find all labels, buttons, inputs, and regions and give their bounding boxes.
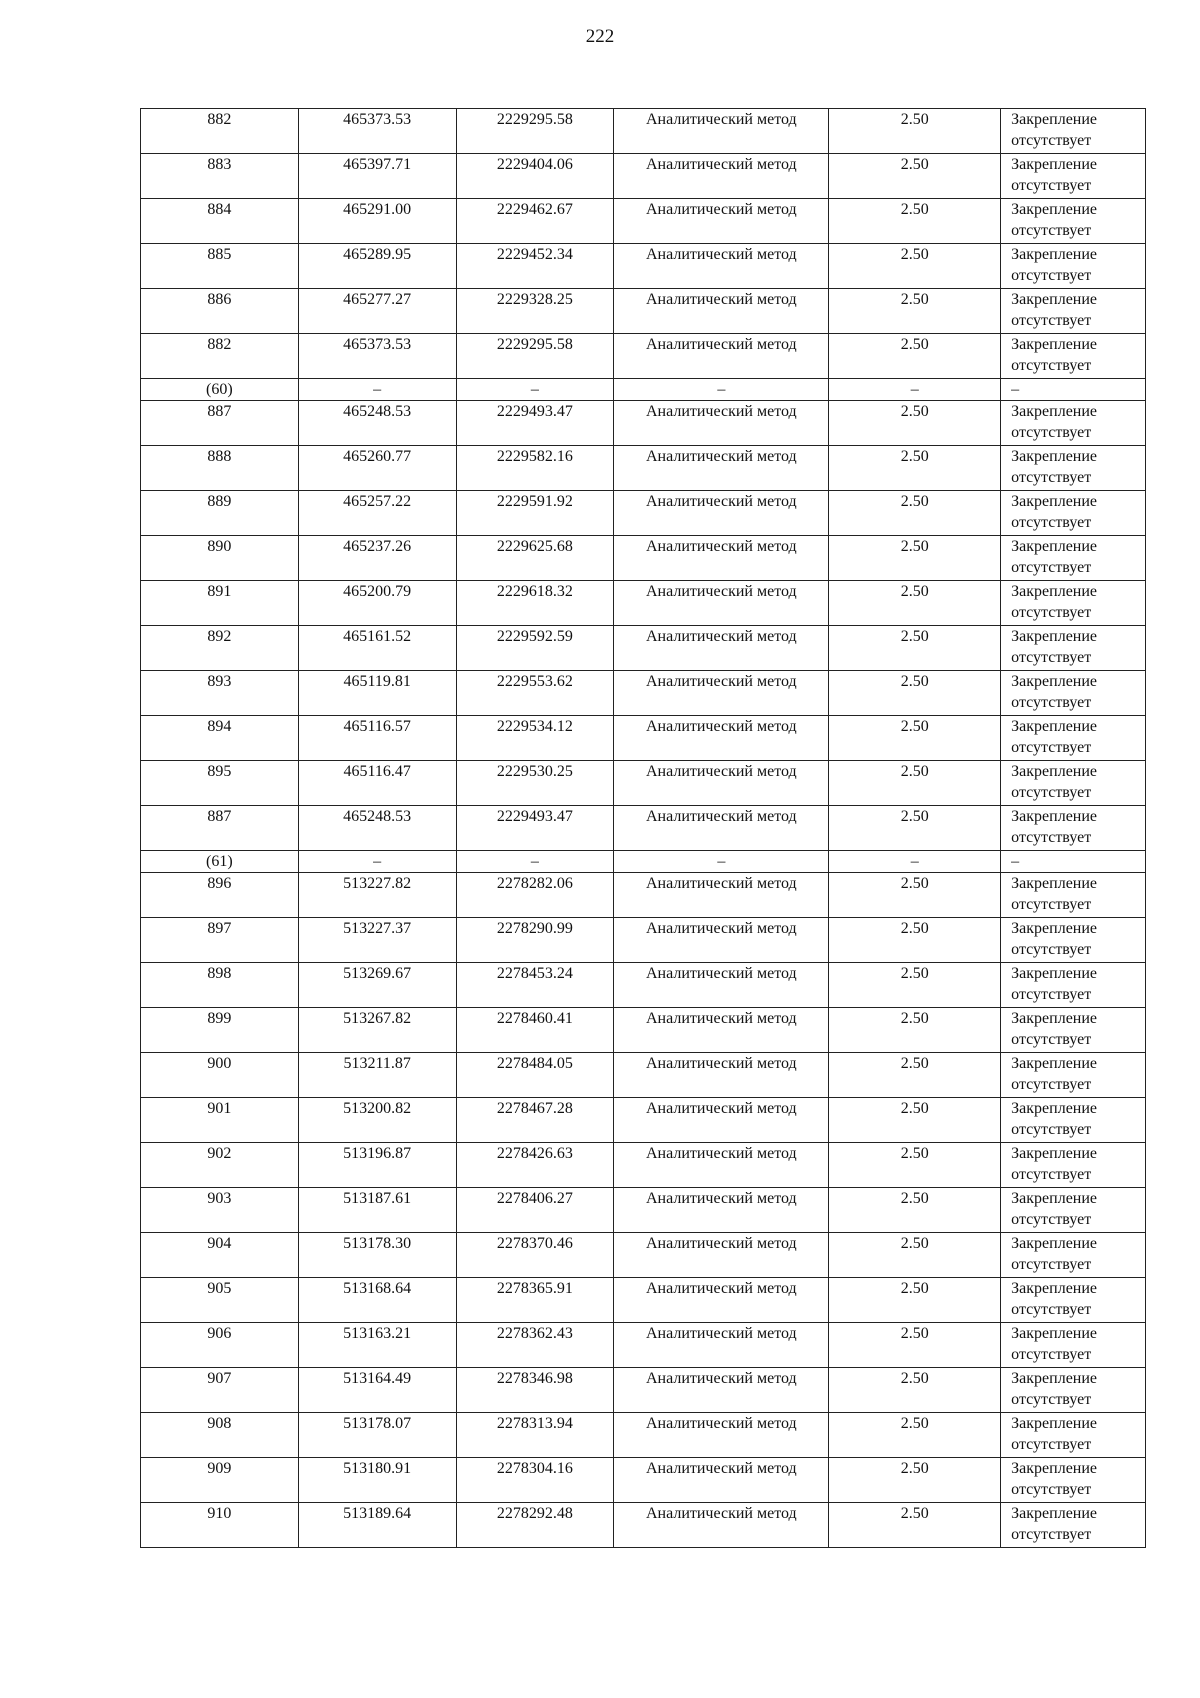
description-line: отсутствует xyxy=(1011,784,1092,801)
description-cell xyxy=(1001,581,1146,626)
coordinate-x-cell: – xyxy=(298,851,456,873)
table-row xyxy=(141,1098,1146,1143)
table-row xyxy=(141,806,1146,851)
coordinate-x-cell: 513187.61 xyxy=(298,1188,456,1233)
table-row xyxy=(141,1188,1146,1233)
coordinate-x-cell: 465161.52 xyxy=(298,626,456,671)
point-number-cell: 907 xyxy=(141,1368,299,1413)
method-cell: Аналитический метод xyxy=(614,289,829,334)
point-number-cell: 882 xyxy=(141,109,299,154)
description-cell xyxy=(1001,334,1146,379)
accuracy-cell: 2.50 xyxy=(829,244,1001,289)
description-line: Закрепление xyxy=(1011,628,1098,645)
coordinate-y-cell: 2229618.32 xyxy=(456,581,614,626)
coordinate-x-cell: 465237.26 xyxy=(298,536,456,581)
accuracy-cell: 2.50 xyxy=(829,154,1001,199)
method-cell: Аналитический метод xyxy=(614,581,829,626)
point-number-cell: 889 xyxy=(141,491,299,536)
description-cell xyxy=(1001,289,1146,334)
accuracy-cell: 2.50 xyxy=(829,761,1001,806)
description-cell xyxy=(1001,109,1146,154)
description-line: отсутствует xyxy=(1011,222,1092,239)
accuracy-cell: 2.50 xyxy=(829,806,1001,851)
accuracy-cell: 2.50 xyxy=(829,671,1001,716)
point-number-cell: 895 xyxy=(141,761,299,806)
point-number-cell: 896 xyxy=(141,873,299,918)
contour-separator-row xyxy=(141,851,1146,873)
description-line: Закрепление xyxy=(1011,673,1098,690)
description-cell xyxy=(1001,379,1146,401)
method-cell: Аналитический метод xyxy=(614,446,829,491)
coordinate-y-cell: 2278426.63 xyxy=(456,1143,614,1188)
description-line: Закрепление xyxy=(1011,920,1098,937)
table-row xyxy=(141,536,1146,581)
description-line: отсутствует xyxy=(1011,267,1092,284)
coordinate-x-cell: 513180.91 xyxy=(298,1458,456,1503)
point-number-cell: (61) xyxy=(141,851,299,873)
description-line: Закрепление xyxy=(1011,718,1098,735)
table-row xyxy=(141,1233,1146,1278)
description-cell xyxy=(1001,761,1146,806)
coordinate-x-cell: 513178.07 xyxy=(298,1413,456,1458)
coordinate-x-cell: 513189.64 xyxy=(298,1503,456,1548)
coordinate-y-cell: 2278290.99 xyxy=(456,918,614,963)
accuracy-cell: 2.50 xyxy=(829,199,1001,244)
coordinate-y-cell: 2278370.46 xyxy=(456,1233,614,1278)
accuracy-cell: 2.50 xyxy=(829,1188,1001,1233)
coordinate-x-cell: 465277.27 xyxy=(298,289,456,334)
coordinate-x-cell: 465373.53 xyxy=(298,334,456,379)
coordinate-x-cell: 513227.82 xyxy=(298,873,456,918)
description-cell xyxy=(1001,1323,1146,1368)
method-cell: Аналитический метод xyxy=(614,1188,829,1233)
coordinate-y-cell: 2229582.16 xyxy=(456,446,614,491)
coordinate-y-cell: 2229625.68 xyxy=(456,536,614,581)
point-number-cell: 909 xyxy=(141,1458,299,1503)
description-line: отсутствует xyxy=(1011,694,1092,711)
coordinate-x-cell: 465248.53 xyxy=(298,806,456,851)
description-cell xyxy=(1001,1053,1146,1098)
accuracy-cell: 2.50 xyxy=(829,446,1001,491)
coordinate-y-cell: 2229592.59 xyxy=(456,626,614,671)
coordinate-x-cell: 513269.67 xyxy=(298,963,456,1008)
accuracy-cell: 2.50 xyxy=(829,1278,1001,1323)
description-cell xyxy=(1001,806,1146,851)
coordinate-x-cell: 465291.00 xyxy=(298,199,456,244)
coordinate-y-cell: 2229530.25 xyxy=(456,761,614,806)
description-line: Закрепление xyxy=(1011,1370,1098,1387)
point-number-cell: 888 xyxy=(141,446,299,491)
description-line: Закрепление xyxy=(1011,1505,1098,1522)
method-cell: Аналитический метод xyxy=(614,1053,829,1098)
coordinate-x-cell: 465116.47 xyxy=(298,761,456,806)
table-row xyxy=(141,963,1146,1008)
accuracy-cell: 2.50 xyxy=(829,1008,1001,1053)
accuracy-cell: – xyxy=(829,379,1001,401)
accuracy-cell: 2.50 xyxy=(829,401,1001,446)
method-cell: Аналитический метод xyxy=(614,1413,829,1458)
description-line: Закрепление xyxy=(1011,201,1098,218)
table-row xyxy=(141,626,1146,671)
description-line: Закрепление xyxy=(1011,763,1098,780)
coordinate-y-cell: 2278460.41 xyxy=(456,1008,614,1053)
description-line: отсутствует xyxy=(1011,829,1092,846)
point-number-cell: 904 xyxy=(141,1233,299,1278)
description-line: отсутствует xyxy=(1011,1076,1092,1093)
table-row xyxy=(141,199,1146,244)
description-line: отсутствует xyxy=(1011,941,1092,958)
coordinate-y-cell: 2229493.47 xyxy=(456,401,614,446)
coordinate-x-cell: – xyxy=(298,379,456,401)
description-line: отсутствует xyxy=(1011,649,1092,666)
table-row xyxy=(141,109,1146,154)
table-row xyxy=(141,918,1146,963)
point-number-cell: 900 xyxy=(141,1053,299,1098)
coordinate-y-cell: 2229295.58 xyxy=(456,334,614,379)
description-line: Закрепление xyxy=(1011,583,1098,600)
accuracy-cell: 2.50 xyxy=(829,536,1001,581)
description-line: отсутствует xyxy=(1011,357,1092,374)
table-row xyxy=(141,1278,1146,1323)
description-cell xyxy=(1001,244,1146,289)
description-cell xyxy=(1001,1233,1146,1278)
coordinate-x-cell: 465116.57 xyxy=(298,716,456,761)
point-number-cell: 903 xyxy=(141,1188,299,1233)
description-cell xyxy=(1001,851,1146,873)
accuracy-cell: 2.50 xyxy=(829,1503,1001,1548)
description-cell xyxy=(1001,1413,1146,1458)
description-line: Закрепление xyxy=(1011,1415,1098,1432)
contour-separator-row xyxy=(141,379,1146,401)
description-line: отсутствует xyxy=(1011,514,1092,531)
coordinate-y-cell: 2278313.94 xyxy=(456,1413,614,1458)
coordinate-y-cell: 2278292.48 xyxy=(456,1503,614,1548)
accuracy-cell: 2.50 xyxy=(829,334,1001,379)
description-line: Закрепление xyxy=(1011,1010,1098,1027)
table-row xyxy=(141,1413,1146,1458)
description-line: отсутствует xyxy=(1011,1436,1092,1453)
description-line: отсутствует xyxy=(1011,424,1092,441)
description-cell xyxy=(1001,1503,1146,1548)
accuracy-cell: 2.50 xyxy=(829,491,1001,536)
coordinate-y-cell: 2278362.43 xyxy=(456,1323,614,1368)
point-number-cell: 899 xyxy=(141,1008,299,1053)
method-cell: Аналитический метод xyxy=(614,199,829,244)
description-line: отсутствует xyxy=(1011,604,1092,621)
description-line: отсутствует xyxy=(1011,1121,1092,1138)
point-number-cell: 890 xyxy=(141,536,299,581)
description-line: отсутствует xyxy=(1011,1211,1092,1228)
point-number-cell: 910 xyxy=(141,1503,299,1548)
description-line: отсутствует xyxy=(1011,1346,1092,1363)
description-line: отсутствует xyxy=(1011,896,1092,913)
method-cell: Аналитический метод xyxy=(614,716,829,761)
table-row xyxy=(141,244,1146,289)
coordinate-x-cell: 513200.82 xyxy=(298,1098,456,1143)
coordinate-x-cell: 513163.21 xyxy=(298,1323,456,1368)
point-number-cell: 891 xyxy=(141,581,299,626)
point-number-cell: 892 xyxy=(141,626,299,671)
coordinate-y-cell: 2278453.24 xyxy=(456,963,614,1008)
description-line: отсутствует xyxy=(1011,312,1092,329)
coordinate-y-cell: 2278484.05 xyxy=(456,1053,614,1098)
method-cell: Аналитический метод xyxy=(614,401,829,446)
point-number-cell: 906 xyxy=(141,1323,299,1368)
coordinate-y-cell: 2229462.67 xyxy=(456,199,614,244)
coordinate-x-cell: 465289.95 xyxy=(298,244,456,289)
accuracy-cell: 2.50 xyxy=(829,109,1001,154)
description-cell xyxy=(1001,918,1146,963)
description-line: Закрепление xyxy=(1011,1280,1098,1297)
description-cell xyxy=(1001,1098,1146,1143)
table-row xyxy=(141,491,1146,536)
accuracy-cell: 2.50 xyxy=(829,1323,1001,1368)
accuracy-cell: 2.50 xyxy=(829,1098,1001,1143)
coordinate-y-cell: 2229404.06 xyxy=(456,154,614,199)
point-number-cell: 885 xyxy=(141,244,299,289)
coordinate-x-cell: 465397.71 xyxy=(298,154,456,199)
description-cell xyxy=(1001,1368,1146,1413)
description-line: отсутствует xyxy=(1011,1166,1092,1183)
coordinate-y-cell: 2229534.12 xyxy=(456,716,614,761)
table-row xyxy=(141,671,1146,716)
coordinate-y-cell: 2278467.28 xyxy=(456,1098,614,1143)
coordinate-x-cell: 465119.81 xyxy=(298,671,456,716)
coordinate-x-cell: 513178.30 xyxy=(298,1233,456,1278)
coordinate-x-cell: 513168.64 xyxy=(298,1278,456,1323)
description-line: отсутствует xyxy=(1011,1301,1092,1318)
method-cell: Аналитический метод xyxy=(614,334,829,379)
method-cell: Аналитический метод xyxy=(614,1008,829,1053)
description-line: Закрепление xyxy=(1011,1235,1098,1252)
description-cell xyxy=(1001,1188,1146,1233)
page-number: 222 xyxy=(585,26,615,47)
description-line: отсутствует xyxy=(1011,739,1092,756)
coordinate-y-cell: 2229493.47 xyxy=(456,806,614,851)
method-cell: Аналитический метод xyxy=(614,1098,829,1143)
accuracy-cell: 2.50 xyxy=(829,1458,1001,1503)
description-line: Закрепление xyxy=(1011,808,1098,825)
method-cell: Аналитический метод xyxy=(614,154,829,199)
point-number-cell: 882 xyxy=(141,334,299,379)
method-cell: Аналитический метод xyxy=(614,1323,829,1368)
description-cell xyxy=(1001,671,1146,716)
coordinate-y-cell: 2229553.62 xyxy=(456,671,614,716)
point-number-cell: 887 xyxy=(141,806,299,851)
description-cell xyxy=(1001,536,1146,581)
point-number-cell: 887 xyxy=(141,401,299,446)
method-cell: Аналитический метод xyxy=(614,1458,829,1503)
table-row xyxy=(141,873,1146,918)
method-cell: Аналитический метод xyxy=(614,491,829,536)
description-line: Закрепление xyxy=(1011,493,1098,510)
accuracy-cell: 2.50 xyxy=(829,289,1001,334)
table-row xyxy=(141,1323,1146,1368)
coordinate-y-cell: 2278346.98 xyxy=(456,1368,614,1413)
coordinate-x-cell: 513164.49 xyxy=(298,1368,456,1413)
description-line: Закрепление xyxy=(1011,1145,1098,1162)
accuracy-cell: 2.50 xyxy=(829,1053,1001,1098)
coordinate-x-cell: 513196.87 xyxy=(298,1143,456,1188)
method-cell: Аналитический метод xyxy=(614,244,829,289)
point-number-cell: (60) xyxy=(141,379,299,401)
description-cell xyxy=(1001,1458,1146,1503)
coordinate-x-cell: 465257.22 xyxy=(298,491,456,536)
table-row xyxy=(141,1008,1146,1053)
description-line: Закрепление xyxy=(1011,538,1098,555)
accuracy-cell: 2.50 xyxy=(829,1143,1001,1188)
table-row xyxy=(141,446,1146,491)
description-cell xyxy=(1001,716,1146,761)
description-line: отсутствует xyxy=(1011,1256,1092,1273)
coordinate-y-cell: 2278282.06 xyxy=(456,873,614,918)
description-cell xyxy=(1001,199,1146,244)
table-row xyxy=(141,154,1146,199)
coordinate-x-cell: 513211.87 xyxy=(298,1053,456,1098)
description-cell xyxy=(1001,154,1146,199)
point-number-cell: 908 xyxy=(141,1413,299,1458)
method-cell: Аналитический метод xyxy=(614,1368,829,1413)
table-row xyxy=(141,289,1146,334)
method-cell: Аналитический метод xyxy=(614,626,829,671)
table-row xyxy=(141,334,1146,379)
method-cell: Аналитический метод xyxy=(614,806,829,851)
point-number-cell: 884 xyxy=(141,199,299,244)
coordinate-y-cell: 2278365.91 xyxy=(456,1278,614,1323)
method-cell: Аналитический метод xyxy=(614,536,829,581)
description-cell xyxy=(1001,873,1146,918)
accuracy-cell: – xyxy=(829,851,1001,873)
point-number-cell: 886 xyxy=(141,289,299,334)
coordinate-x-cell: 513267.82 xyxy=(298,1008,456,1053)
description-cell xyxy=(1001,446,1146,491)
coordinate-y-cell: 2229328.25 xyxy=(456,289,614,334)
accuracy-cell: 2.50 xyxy=(829,581,1001,626)
method-cell: Аналитический метод xyxy=(614,671,829,716)
accuracy-cell: 2.50 xyxy=(829,873,1001,918)
description-cell xyxy=(1001,1143,1146,1188)
description-line: отсутствует xyxy=(1011,469,1092,486)
description-line: отсутствует xyxy=(1011,1526,1092,1543)
point-number-cell: 898 xyxy=(141,963,299,1008)
description-line: Закрепление xyxy=(1011,156,1098,173)
point-number-cell: 893 xyxy=(141,671,299,716)
coordinate-y-cell: 2229452.34 xyxy=(456,244,614,289)
description-line: – xyxy=(1011,853,1020,870)
point-number-cell: 894 xyxy=(141,716,299,761)
description-line: Закрепление xyxy=(1011,336,1098,353)
accuracy-cell: 2.50 xyxy=(829,1368,1001,1413)
description-line: Закрепление xyxy=(1011,1100,1098,1117)
table-row xyxy=(141,761,1146,806)
description-cell xyxy=(1001,401,1146,446)
table-row xyxy=(141,1368,1146,1413)
description-line: отсутствует xyxy=(1011,1481,1092,1498)
description-cell xyxy=(1001,1008,1146,1053)
point-number-cell: 901 xyxy=(141,1098,299,1143)
description-line: Закрепление xyxy=(1011,291,1098,308)
method-cell: – xyxy=(614,851,829,873)
coordinate-x-cell: 465373.53 xyxy=(298,109,456,154)
accuracy-cell: 2.50 xyxy=(829,1413,1001,1458)
method-cell: Аналитический метод xyxy=(614,1503,829,1548)
method-cell: Аналитический метод xyxy=(614,1233,829,1278)
method-cell: Аналитический метод xyxy=(614,918,829,963)
description-cell xyxy=(1001,1278,1146,1323)
coordinate-x-cell: 513227.37 xyxy=(298,918,456,963)
description-cell xyxy=(1001,491,1146,536)
table-row xyxy=(141,1458,1146,1503)
description-line: отсутствует xyxy=(1011,177,1092,194)
coordinate-x-cell: 465248.53 xyxy=(298,401,456,446)
description-line: Закрепление xyxy=(1011,111,1098,128)
description-line: отсутствует xyxy=(1011,1391,1092,1408)
method-cell: Аналитический метод xyxy=(614,963,829,1008)
coordinate-y-cell: 2278406.27 xyxy=(456,1188,614,1233)
description-cell xyxy=(1001,626,1146,671)
table-row xyxy=(141,401,1146,446)
coordinate-y-cell: – xyxy=(456,851,614,873)
point-number-cell: 883 xyxy=(141,154,299,199)
method-cell: Аналитический метод xyxy=(614,109,829,154)
method-cell: Аналитический метод xyxy=(614,873,829,918)
accuracy-cell: 2.50 xyxy=(829,963,1001,1008)
method-cell: – xyxy=(614,379,829,401)
description-line: Закрепление xyxy=(1011,875,1098,892)
coordinate-x-cell: 465260.77 xyxy=(298,446,456,491)
coordinate-y-cell: – xyxy=(456,379,614,401)
coordinate-x-cell: 465200.79 xyxy=(298,581,456,626)
coordinate-y-cell: 2229591.92 xyxy=(456,491,614,536)
description-line: отсутствует xyxy=(1011,132,1092,149)
point-number-cell: 902 xyxy=(141,1143,299,1188)
table-row xyxy=(141,581,1146,626)
description-line: Закрепление xyxy=(1011,965,1098,982)
table-row xyxy=(141,1143,1146,1188)
accuracy-cell: 2.50 xyxy=(829,626,1001,671)
table-row xyxy=(141,1053,1146,1098)
description-line: Закрепление xyxy=(1011,1190,1098,1207)
coordinate-y-cell: 2278304.16 xyxy=(456,1458,614,1503)
coordinates-table xyxy=(140,108,1146,1548)
description-line: – xyxy=(1011,381,1020,398)
table-row xyxy=(141,1503,1146,1548)
coordinates-table-body xyxy=(141,109,1146,1548)
method-cell: Аналитический метод xyxy=(614,1278,829,1323)
coordinate-y-cell: 2229295.58 xyxy=(456,109,614,154)
description-line: Закрепление xyxy=(1011,1055,1098,1072)
accuracy-cell: 2.50 xyxy=(829,1233,1001,1278)
method-cell: Аналитический метод xyxy=(614,761,829,806)
accuracy-cell: 2.50 xyxy=(829,918,1001,963)
description-line: Закрепление xyxy=(1011,1460,1098,1477)
description-cell xyxy=(1001,963,1146,1008)
description-line: Закрепление xyxy=(1011,1325,1098,1342)
description-line: Закрепление xyxy=(1011,246,1098,263)
point-number-cell: 905 xyxy=(141,1278,299,1323)
point-number-cell: 897 xyxy=(141,918,299,963)
accuracy-cell: 2.50 xyxy=(829,716,1001,761)
description-line: отсутствует xyxy=(1011,986,1092,1003)
description-line: Закрепление xyxy=(1011,448,1098,465)
description-line: отсутствует xyxy=(1011,1031,1092,1048)
method-cell: Аналитический метод xyxy=(614,1143,829,1188)
table-row xyxy=(141,716,1146,761)
description-line: Закрепление xyxy=(1011,403,1098,420)
description-line: отсутствует xyxy=(1011,559,1092,576)
